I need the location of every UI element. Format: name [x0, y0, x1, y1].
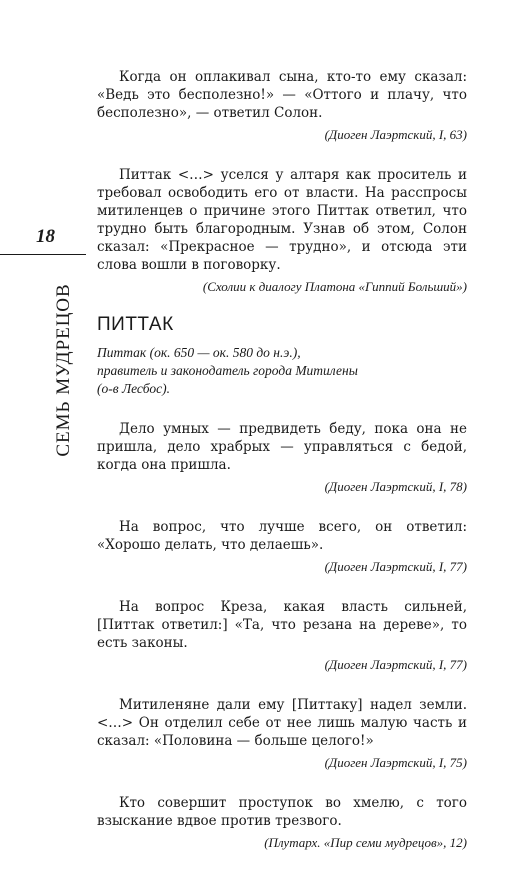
quote-block [97, 68, 467, 144]
quote-block [97, 166, 467, 296]
quote-source: (Диоген Лаэртский, I, 78) [324, 479, 467, 494]
intro-line: (о-в Лесбос). [97, 381, 170, 396]
quote-source: (Диоген Лаэртский, I, 63) [324, 127, 467, 142]
quote-block [97, 696, 467, 772]
quote-text: Митиленяне дали ему [Питтаку] надел земли. <…> Он отделил себе от нее лишь малую часть и сказал: «Половина — больше целого!» [97, 697, 467, 749]
section-heading: ПИТТАК [97, 314, 174, 335]
running-title-text: СЕМЬ МУДРЕЦОВ [53, 283, 74, 457]
quote-block [97, 598, 467, 674]
quote-text: На вопрос Креза, какая власть сильней, [Питтак ответил:] «Та, что резана на дереве», то есть законы. [97, 599, 467, 651]
quote-text: Питтак <…> уселся у алтаря как проситель и требовал освободить его от власти. На расспросы митиленцев о причине этого Питтак ответил, что трудно быть благородным. Узнав об этом, Солон сказал: «Прекрасное — трудно», и отсюда эти слова вошли в поговорку. [97, 167, 467, 273]
quote-source: (Диоген Лаэртский, I, 75) [324, 755, 467, 770]
section-intro [97, 344, 467, 398]
text-column [97, 68, 467, 874]
quote-text: Кто совершит проступок во хмелю, с того взыскание вдвое против трезвого. [97, 795, 467, 829]
quote-block [97, 420, 467, 496]
quote-source: (Схолии к диалогу Платона «Гиппий Больший») [202, 279, 467, 294]
quote-block [97, 794, 467, 852]
quote-text: На вопрос, что лучше всего, он ответил: «Хорошо делать, что делаешь». [97, 519, 467, 553]
quote-block [97, 518, 467, 576]
intro-line: Питтак (ок. 650 — ок. 580 до н.э.), [97, 345, 301, 360]
quote-text: Дело умных — предвидеть беду, пока она не пришла, дело храбрых — управляться с бедой, когда она пришла. [97, 421, 467, 473]
quote-source: (Плутарх. «Пир семи мудрецов», 12) [264, 835, 467, 850]
page-number: 18 [36, 226, 55, 247]
quote-source: (Диоген Лаэртский, I, 77) [324, 657, 467, 672]
quote-text: Когда он оплакивал сына, кто-то ему сказал: «Ведь это бесполезно!» — «Оттого и плачу, что бесполезно», — ответил Солон. [97, 69, 467, 121]
running-title [52, 265, 76, 475]
intro-line: правитель и законодатель города Митилены [97, 363, 358, 378]
page-number-rule [0, 254, 86, 255]
quote-source: (Диоген Лаэртский, I, 77) [324, 559, 467, 574]
